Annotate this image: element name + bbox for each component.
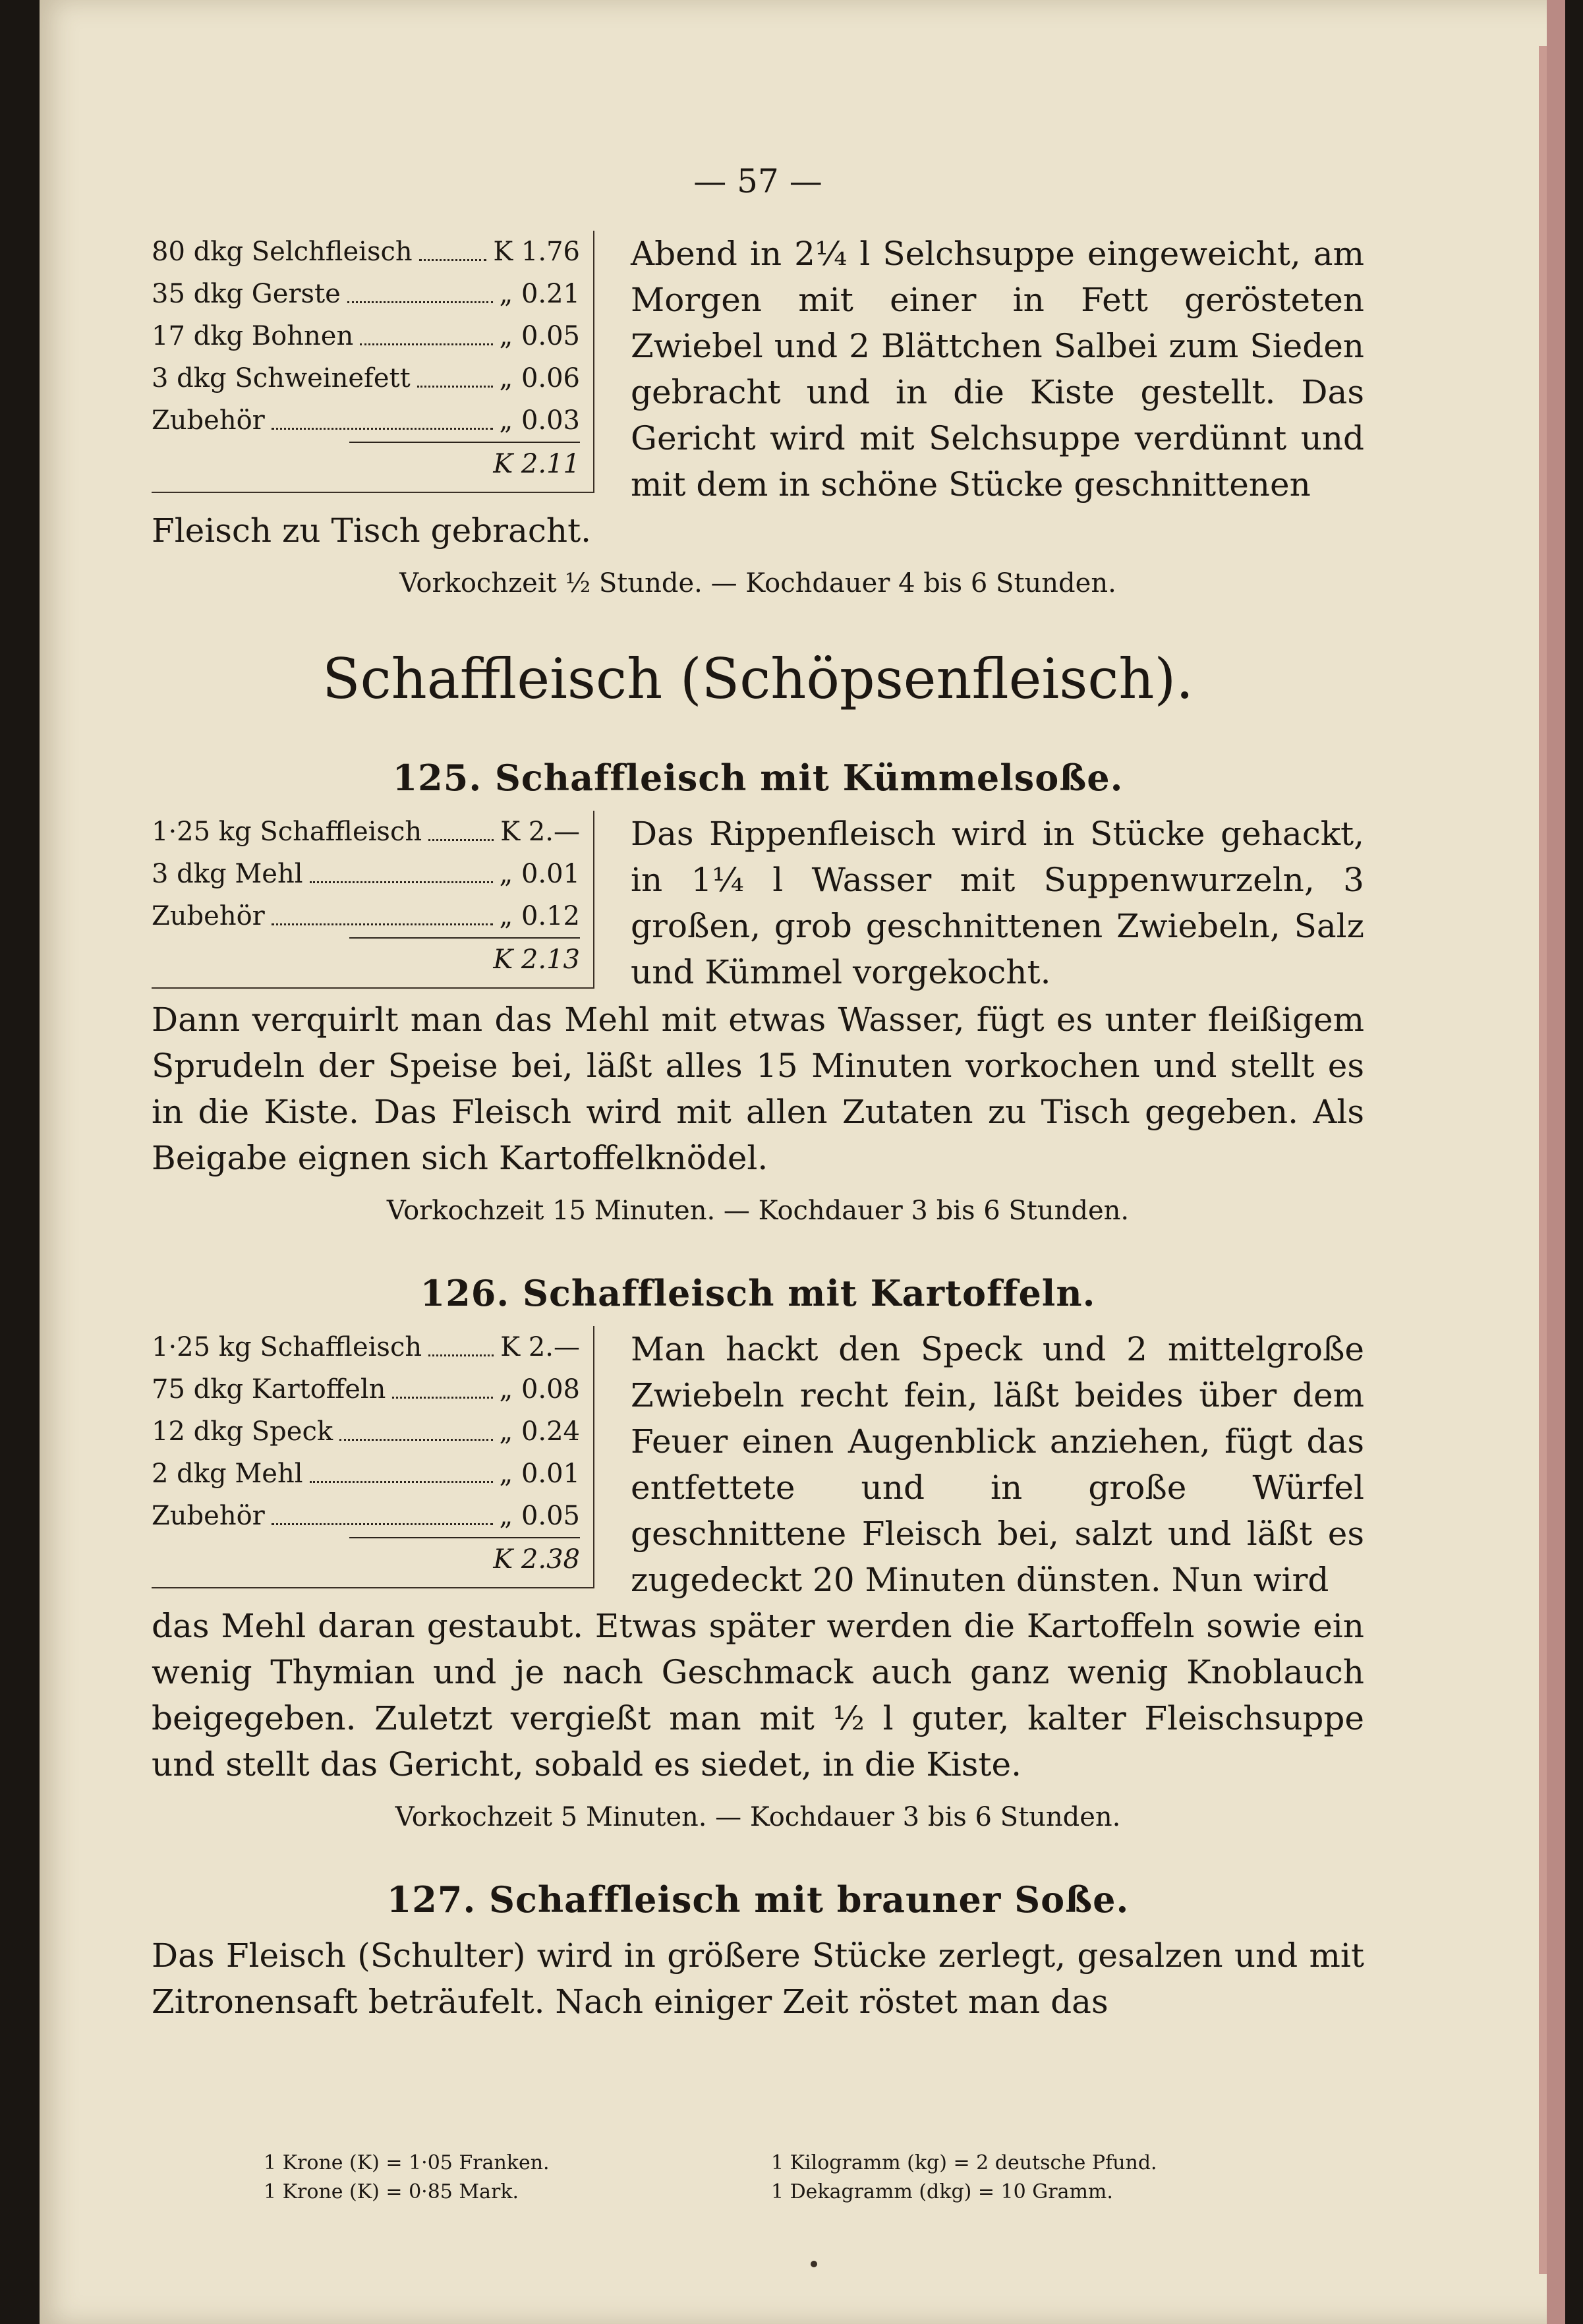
book-cover-edge — [1547, 0, 1565, 2324]
recipe-text: Das Rippenfleisch wird in Stücke gehackt, in 1¼ l Wasser mit Suppenwurzeln, 3 großen, grob geschnittenen Zwiebeln, Salz und Kümmel vorgekocht. — [631, 815, 1364, 991]
recipe-text: Man hackt den Speck und 2 mittelgroße Zwiebeln recht fein, läßt beides über dem Feuer einen Augenblick anziehen, fügt das entfettete und in große Würfel geschnittene Fleisch bei, salzt und läßt es zugedeckt 20 Minuten dünsten. Nun wird — [631, 1330, 1364, 1599]
ingredient-total: K 2.11 — [349, 442, 580, 485]
ingredient-table — [152, 811, 594, 989]
recipe-title: 126. Schaffleisch mit Kartoffeln. — [420, 1272, 1096, 1314]
book-page — [40, 0, 1565, 2324]
footnote: 1 Krone (K) = 1·05 Franken. — [264, 2151, 550, 2174]
ingredient-row: 12 dkg Speck „ 0.24 — [152, 1410, 580, 1453]
page-edge — [1539, 46, 1547, 2274]
ingredient-row: Zubehör „ 0.03 — [152, 399, 580, 442]
ingredient-row: 3 dkg Mehl „ 0.01 — [152, 853, 580, 895]
cooking-times: Vorkochzeit 15 Minuten. — Kochdauer 3 bis 6 Stunden. — [386, 1196, 1130, 1226]
ingredient-row: 3 dkg Schweinefett „ 0.06 — [152, 357, 580, 399]
footnote: 1 Dekagramm (dkg) = 10 Gramm. — [771, 2180, 1113, 2203]
recipe-block — [152, 1326, 1364, 1787]
ingredient-row: Zubehör „ 0.12 — [152, 895, 580, 937]
ingredient-row: 35 dkg Gerste „ 0.21 — [152, 273, 580, 315]
ingredient-row: 17 dkg Bohnen „ 0.05 — [152, 315, 580, 357]
recipe-title: 127. Schaffleisch mit brauner Soße. — [386, 1878, 1130, 1921]
recipe-text: Abend in 2¼ l Selchsuppe eingeweicht, am Morgen mit einer in Fett gerösteten Zwiebel und 2 Blättchen Salbei zum Sieden gebracht und in die Kiste gestellt. Das Gericht wird mit Selchsuppe verdünnt und mit dem in schöne Stücke geschnittenen — [631, 235, 1364, 504]
cooking-times: Vorkochzeit ½ Stunde. — Kochdauer 4 bis 6 Stunden. — [399, 568, 1116, 598]
ingredient-table — [152, 1326, 594, 1588]
ingredient-table — [152, 231, 594, 493]
section-title: Schaffleisch (Schöpsenfleisch). — [322, 647, 1194, 711]
cooking-times: Vorkochzeit 5 Minuten. — Kochdauer 3 bis 6 Stunden. — [395, 1802, 1121, 1832]
ingredient-row: 1·25 kg Schaffleisch K 2.— — [152, 811, 580, 853]
recipe-block — [152, 811, 1364, 1181]
ingredient-row: 75 dkg Kartoffeln „ 0.08 — [152, 1368, 580, 1410]
ingredient-row: 2 dkg Mehl „ 0.01 — [152, 1453, 580, 1495]
recipe-text-continued: Dann verquirlt man das Mehl mit etwas Wasser, fügt es unter fleißigem Sprudeln der Speise bei, läßt alles 15 Minuten vorkochen und stellt es in die Kiste. Das Fleisch wird mit allen Zutaten zu Tisch gegeben. Als Beigabe eignen sich Kartoffelknödel. — [152, 1001, 1364, 1177]
printer-mark — [811, 2261, 817, 2267]
ingredient-row: 1·25 kg Schaffleisch K 2.— — [152, 1326, 580, 1368]
intro-block — [152, 231, 1364, 554]
ingredient-row: 80 dkg Selchfleisch K 1.76 — [152, 231, 580, 273]
footnote: 1 Kilogramm (kg) = 2 deutsche Pfund. — [771, 2151, 1157, 2174]
recipe-text-continued: Fleisch zu Tisch gebracht. — [152, 511, 592, 550]
ingredient-row: Zubehör „ 0.05 — [152, 1495, 580, 1537]
page-content — [152, 158, 1364, 2025]
footnote: 1 Krone (K) = 0·85 Mark. — [264, 2180, 519, 2203]
recipe-title: 125. Schaffleisch mit Kümmelsoße. — [392, 757, 1124, 799]
recipe-text: Das Fleisch (Schulter) wird in größere Stücke zerlegt, gesalzen und mit Zitronensaft beträufelt. Nach einiger Zeit röstet man das — [152, 1936, 1364, 2021]
page-number: — 57 — — [693, 162, 822, 200]
ingredient-total: K 2.38 — [349, 1537, 580, 1581]
recipe-text-continued: das Mehl daran gestaubt. Etwas später werden die Kartoffeln sowie ein wenig Thymian und je nach Geschmack auch ganz wenig Knoblauch beigegeben. Zuletzt vergießt man mit ½ l guter, kalter Fleischsuppe und stellt das Gericht, sobald es siedet, in die Kiste. — [152, 1607, 1364, 1784]
ingredient-total: K 2.13 — [349, 937, 580, 981]
footnotes — [264, 2149, 1252, 2207]
